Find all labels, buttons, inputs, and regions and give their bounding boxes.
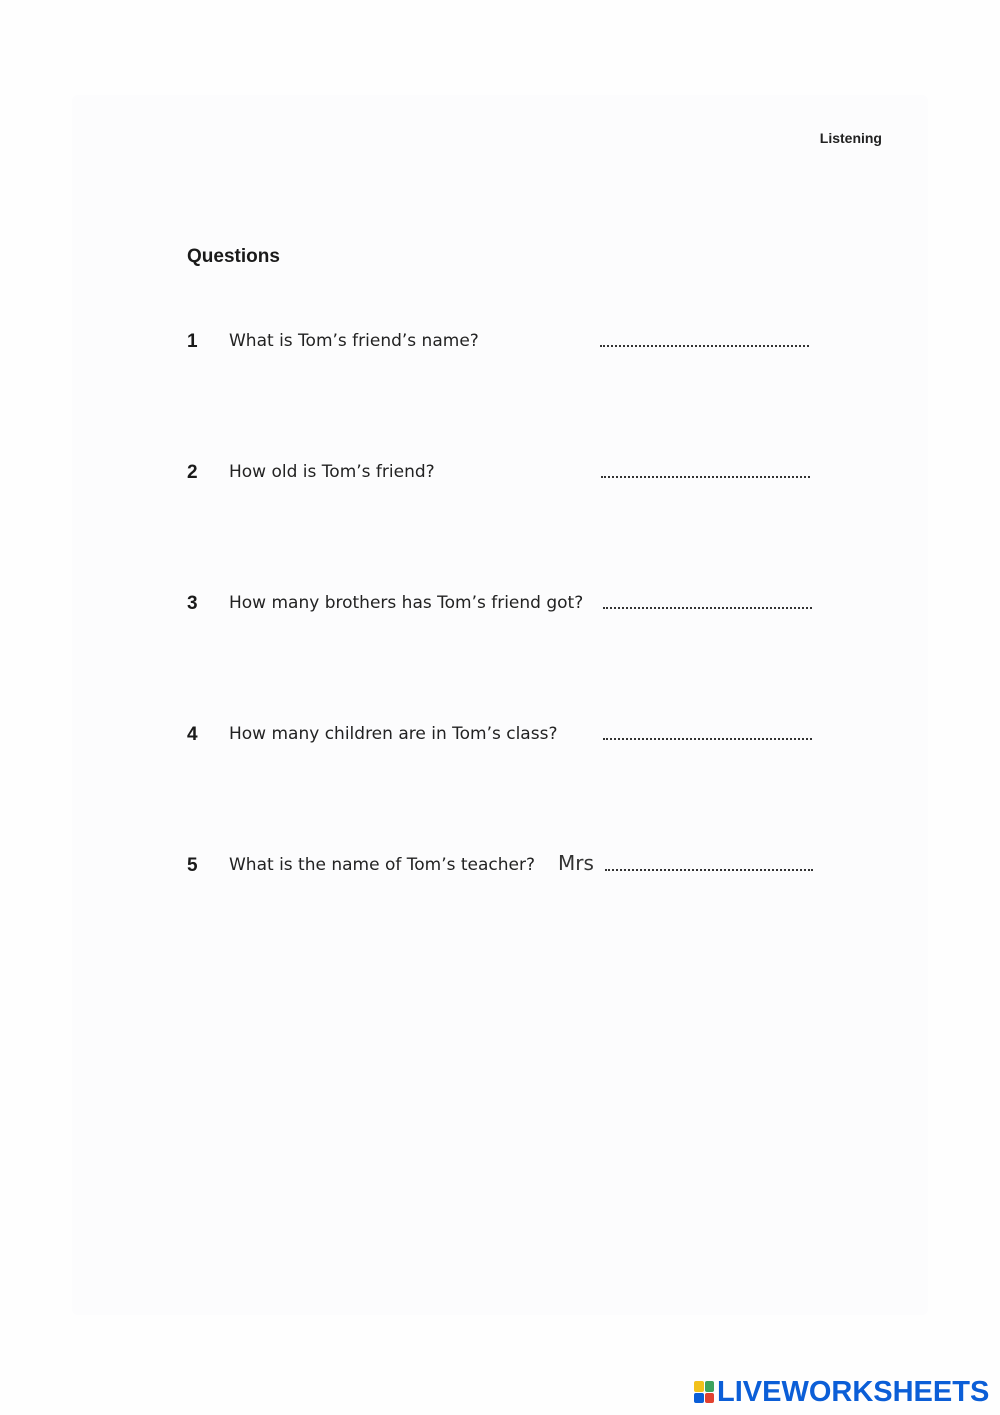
brand-square <box>705 1381 715 1392</box>
brand-square <box>694 1393 704 1404</box>
answer-field-2[interactable] <box>601 476 810 478</box>
answer-field-1[interactable] <box>600 345 809 347</box>
question-number: 1 <box>187 331 198 352</box>
question-4 <box>187 724 817 754</box>
question-number: 3 <box>187 593 198 614</box>
question-text: What is Tom’s friend’s name? <box>229 331 479 351</box>
brand-square <box>705 1393 715 1404</box>
answer-field-3[interactable] <box>603 607 812 609</box>
question-1 <box>187 331 817 361</box>
question-number: 4 <box>187 724 198 745</box>
brand-name: LIVEWORKSHEETS <box>717 1375 990 1408</box>
answer-prefix: Mrs <box>558 851 594 875</box>
answer-field-5[interactable] <box>605 869 813 871</box>
brand-square <box>694 1381 704 1392</box>
brand-mark-icon <box>694 1381 714 1403</box>
question-text: What is the name of Tom’s teacher? <box>229 855 536 875</box>
question-2 <box>187 462 817 492</box>
question-text: How many children are in Tom’s class? <box>229 724 558 744</box>
question-3 <box>187 593 817 623</box>
answer-field-4[interactable] <box>603 738 812 740</box>
question-text: How old is Tom’s friend? <box>229 462 435 482</box>
liveworksheets-logo <box>694 1377 989 1407</box>
question-text: How many brothers has Tom’s friend got? <box>229 593 584 613</box>
faded-background <box>72 95 928 1315</box>
question-number: 5 <box>187 855 198 876</box>
questions-heading: Questions <box>187 246 280 267</box>
question-5 <box>187 851 817 885</box>
section-label: Listening <box>819 130 882 146</box>
question-number: 2 <box>187 462 198 483</box>
